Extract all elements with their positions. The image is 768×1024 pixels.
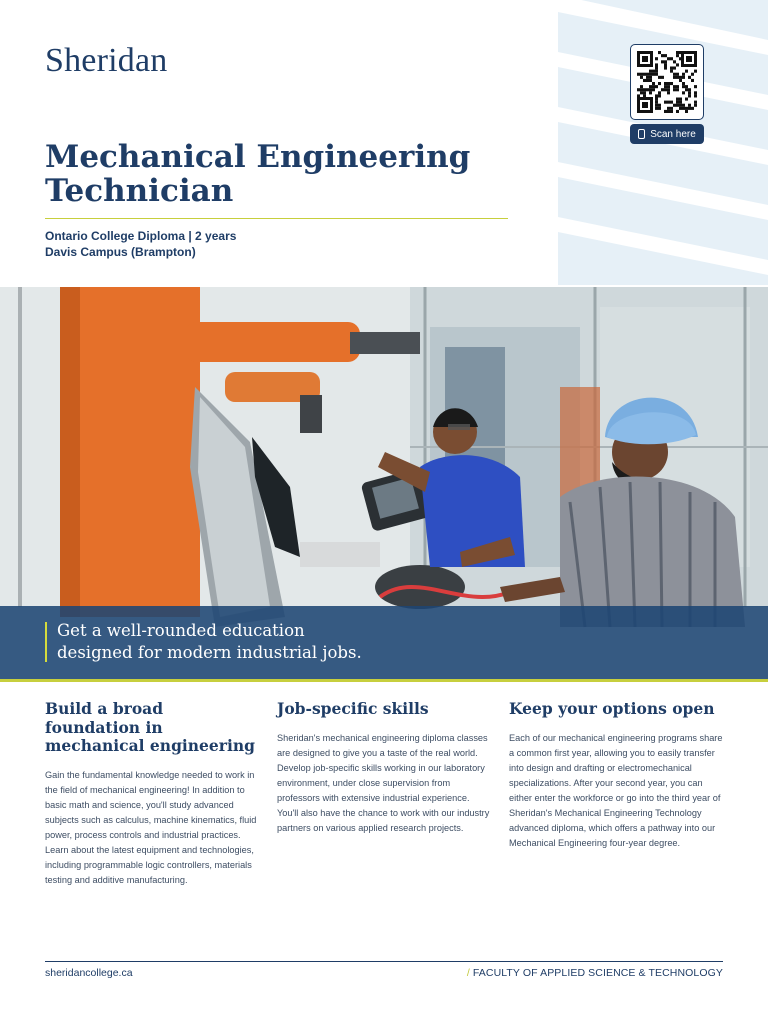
phone-icon xyxy=(638,129,645,139)
banner-accent-bar xyxy=(45,622,47,662)
column-body: Gain the fundamental knowledge needed to work in the field of mechanical engineering! In addition to basic math and science, you'll study advanced subjects such as calculus, machine kinematics, fluid power, process controls and industrial practices. Learn about the latest equipment and technologies, including programmable logic controllers, materials testing and additive manufacturing. xyxy=(45,769,257,885)
program-credential: Ontario College Diploma | 2 years xyxy=(45,229,237,243)
scan-here-label: Scan here xyxy=(650,128,696,140)
footer-faculty-label: FACULTY OF APPLIED SCIENCE & TECHNOLOGY xyxy=(472,967,723,979)
sheridan-logo[interactable]: Sheridan xyxy=(45,42,168,79)
column-options xyxy=(509,700,724,851)
column-heading: Build a broad foundation in mechanical engineering xyxy=(45,699,255,755)
banner-line-2: designed for modern industrial jobs. xyxy=(57,643,362,662)
program-meta xyxy=(45,228,236,260)
column-job-skills xyxy=(277,700,492,836)
hero-photo xyxy=(0,287,768,679)
column-heading: Keep your options open xyxy=(509,699,715,718)
column-body: Each of our mechanical engineering programs share a common first year, allowing you to easily transfer into design and drafting or electromechanical specializations. After your second year, you can either enter the workforce or go into the third year of Sheridan's Mechanical Engineering Technology advanced diploma, which offers a pathway into our Mechanical Engineering four-year degree. xyxy=(509,732,723,848)
banner-text xyxy=(57,620,362,664)
qr-code[interactable] xyxy=(630,44,704,120)
banner-line-1: Get a well-rounded education xyxy=(57,621,305,640)
footer-faculty xyxy=(467,967,723,979)
scan-here-button[interactable] xyxy=(630,124,704,144)
footer-divider xyxy=(45,961,723,962)
column-body: Sheridan's mechanical engineering diploma classes are designed to give you a taste of the real world. Develop job-specific skills working in our laboratory environment, under close supervision from professors with extensive industrial experience. You'll also have the chance to work with our industry partners on various applied research projects. xyxy=(277,732,490,833)
qr-code-icon xyxy=(637,51,697,113)
column-heading: Job-specific skills xyxy=(277,699,429,718)
accent-divider xyxy=(0,679,768,682)
hero-banner xyxy=(0,606,768,679)
title-divider xyxy=(45,218,508,219)
program-title: Mechanical Engineering Technician xyxy=(45,139,471,209)
column-foundation xyxy=(45,700,260,888)
footer-website-link[interactable]: sheridancollege.ca xyxy=(45,967,133,979)
footer-slash: / xyxy=(466,967,470,979)
program-campus: Davis Campus (Brampton) xyxy=(45,245,196,259)
